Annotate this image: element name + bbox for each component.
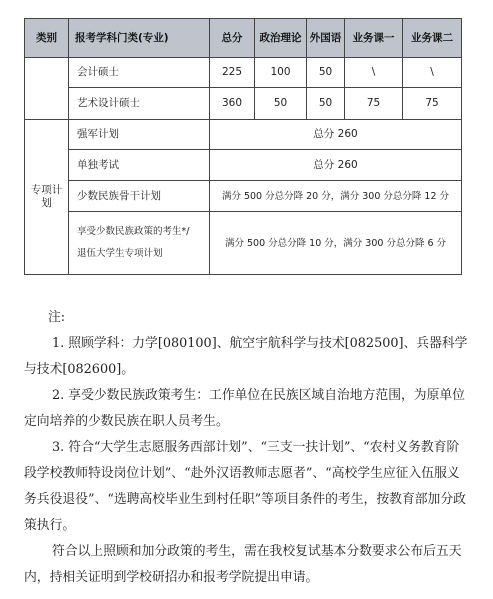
notes-section [24, 305, 469, 591]
cell-course2: 75 [403, 88, 462, 120]
header-row [25, 19, 462, 58]
cell-total: 225 [210, 58, 255, 88]
table-row [25, 58, 462, 88]
subject-policy-line1: 享受少数民族政策的考生*/ [77, 226, 190, 237]
header-course2: 业务课二 [403, 19, 462, 58]
subject-dandu: 单独考试 [69, 150, 210, 181]
table-row [25, 150, 462, 181]
header-subject: 报考学科门类(专业) [69, 19, 210, 58]
header-category: 类别 [25, 19, 69, 58]
header-total: 总分 [210, 19, 255, 58]
subject-accounting: 会计硕士 [69, 58, 210, 88]
table-row [25, 88, 462, 120]
subject-policy [69, 212, 210, 275]
score-table [24, 18, 462, 275]
header-course1: 业务课一 [345, 19, 403, 58]
category-special: 专项计划 [25, 120, 69, 275]
table-row [25, 181, 462, 212]
cell-policy-value: 满分 500 分总分降 10 分，满分 300 分总分降 6 分 [210, 212, 462, 275]
table-row [25, 212, 462, 275]
note-2: 2. 享受少数民族政策考生：工作单位在民族区域自治地方范围，为原单位定向培养的少数民族在职人员考生。 [24, 388, 465, 429]
cell-language: 50 [307, 88, 345, 120]
subject-qiangjun: 强军计划 [69, 120, 210, 150]
cell-course1: 75 [345, 88, 403, 120]
cell-politics: 100 [255, 58, 307, 88]
category-cell-empty [25, 58, 69, 120]
subject-art-design: 艺术设计硕士 [69, 88, 210, 120]
cell-qiangjun-value: 总分 260 [210, 120, 462, 150]
notes-closing: 符合以上照顾和加分政策的考生，需在我校复试基本分数要求公布后五天内，持相关证明到学校研招办和报考学院提出申请。 [24, 544, 462, 585]
cell-shaoshu-value: 满分 500 分总分降 20 分，满分 300 分总分降 12 分 [210, 181, 462, 212]
subject-policy-line2: 退伍大学生专项计划 [77, 248, 163, 259]
cell-dandu-value: 总分 260 [210, 150, 462, 181]
header-language: 外国语 [307, 19, 345, 58]
header-politics: 政治理论 [255, 19, 307, 58]
cell-language: 50 [307, 58, 345, 88]
cell-course2: \ [403, 58, 462, 88]
table-row [25, 120, 462, 150]
cell-total: 360 [210, 88, 255, 120]
note-1: 1. 照顾学科：力学[080100]、航空宇航科学与技术[082500]、兵器科学与技术[082600]。 [24, 336, 468, 377]
notes-title: 注: [48, 310, 66, 325]
note-3: 3. 符合“大学生志愿服务西部计划”、“三支一扶计划”、“农村义务教育阶段学校教师特设岗位计划”、“赴外汉语教师志愿者”、“高校学生应征入伍服义务兵役退役”、“选聘高校毕业生到村任职”等项目条件的考生，按教育部加分政策执行。 [24, 440, 466, 533]
subject-shaoshu: 少数民族骨干计划 [69, 181, 210, 212]
cell-politics: 50 [255, 88, 307, 120]
cell-course1: \ [345, 58, 403, 88]
